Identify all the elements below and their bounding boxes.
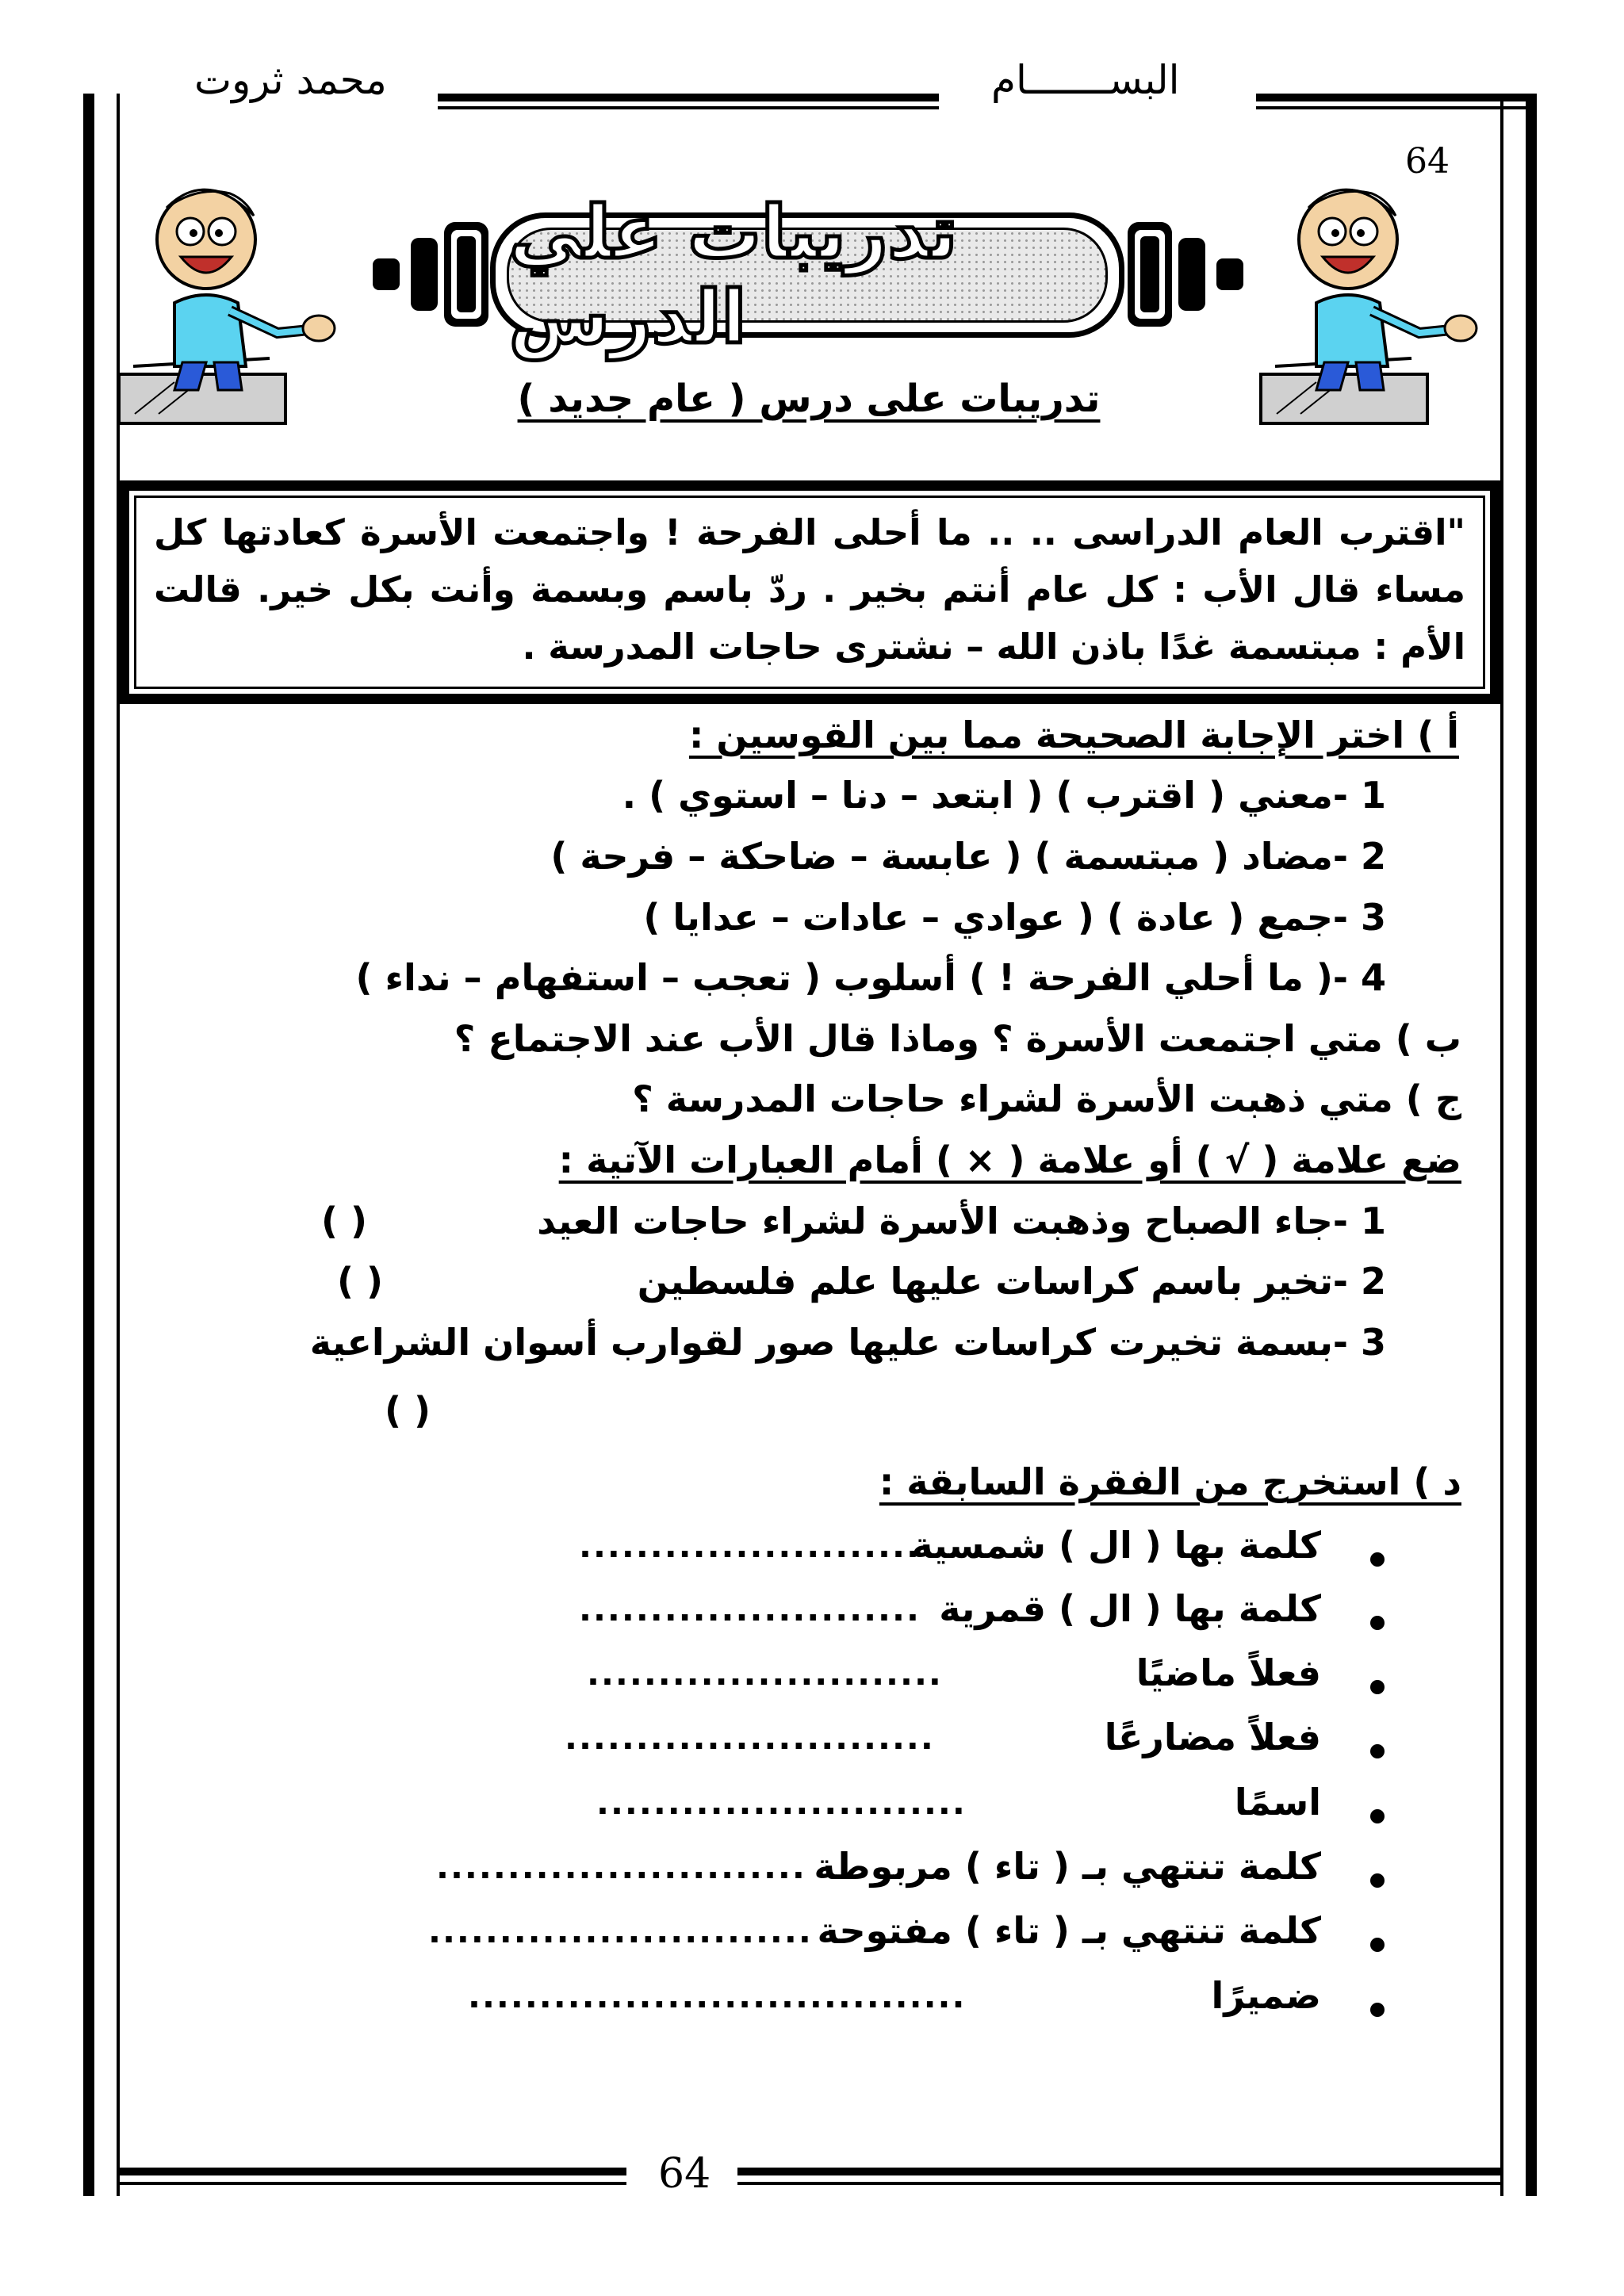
banner-pattern bbox=[507, 190, 1108, 360]
header-rule-left bbox=[438, 94, 939, 101]
section-d-heading: د ) استخرج من الفقرة السابقة : bbox=[879, 1460, 1461, 1503]
bullet-icon bbox=[1370, 1938, 1385, 1952]
section-c-question: ج ) متي ذهبت الأسرة لشراء حاجات المدرسة ؟ bbox=[632, 1077, 1461, 1120]
footer-rule-right bbox=[737, 2168, 1500, 2175]
extract-item-4-label: فعلاً مضارعًا bbox=[1104, 1716, 1321, 1758]
extract-item-7-label: كلمة تنتهي بـ ( تاء ) مفتوحة bbox=[817, 1909, 1321, 1952]
banner-ornament-left bbox=[365, 219, 492, 330]
extract-item-1-answer[interactable]: ........................ bbox=[579, 1526, 921, 1565]
extract-item-3-answer[interactable]: ......................... bbox=[587, 1654, 943, 1693]
section-a-heading: أ ) اختر الإجابة الصحيحة مما بين القوسين : bbox=[688, 714, 1459, 756]
section-a-item-1: 1 -معني ( اقترب ) ( ابتعد – دنا – استوي ) . bbox=[622, 774, 1386, 817]
bullet-icon bbox=[1370, 1873, 1385, 1888]
mark-item-2-blank[interactable]: ( ) bbox=[337, 1260, 384, 1303]
extract-item-1-label: كلمة بها ( ال ) شمسية bbox=[911, 1524, 1321, 1567]
bullet-icon bbox=[1370, 1552, 1385, 1567]
footer-rule-left-thin bbox=[119, 2182, 626, 2185]
header-right-text: البســـــــام bbox=[991, 57, 1180, 103]
extract-item-7-answer[interactable]: ........................... bbox=[428, 1911, 813, 1950]
section-a-item-2: 2 -مضاد ( مبتسمة ) ( عابسة – ضاحكة – فرحة ) bbox=[550, 835, 1386, 878]
header-left-text: محمد ثروت bbox=[194, 57, 387, 103]
banner-title: تدريبات علي الدرس bbox=[509, 190, 958, 360]
page-number-top: 64 bbox=[1405, 141, 1450, 182]
extract-item-8-answer[interactable]: ................................... bbox=[468, 1976, 967, 2015]
extract-item-6-label: كلمة تنتهي بـ ( تاء ) مربوطة bbox=[814, 1845, 1321, 1888]
mark-section-heading: ضع علامة ( √ ) أو علامة ( × ) أمام العبارات الآتية : bbox=[558, 1138, 1461, 1181]
passage-text: "اقترب العام الدراسى .. .. ما أحلى الفرحة ! واجتمعت الأسرة كعادتها كل مساء قال الأب : كل عام أنتم بخير . ردّ باسم وبسمة وأنت بكل خير. قالت الأم : مبتسمة غدًا باذن الله – نشترى حاجات المدرسة . bbox=[134, 496, 1485, 689]
extract-item-2-answer[interactable]: ........................ bbox=[579, 1590, 921, 1628]
mark-item-3-text: 3 -بسمة تخيرت كراسات عليها صور لقوارب أسوان الشراعية bbox=[309, 1321, 1386, 1364]
bullet-icon bbox=[1370, 2003, 1385, 2017]
section-a-item-3: 3 -جمع ( عادة ) ( عوادي – عادات – عدايا ) bbox=[643, 896, 1386, 939]
extract-item-6-answer[interactable]: .......................... bbox=[436, 1847, 806, 1886]
section-a-item-4: 4 -( ما أحلي الفرحة ! ) أسلوب ( تعجب – استفهام – نداء ) bbox=[355, 956, 1386, 999]
bullet-icon bbox=[1370, 1680, 1385, 1694]
mark-item-1-text: 1 -جاء الصباح وذهبت الأسرة لشراء حاجات العيد bbox=[537, 1200, 1386, 1242]
cartoon-man-left-icon bbox=[111, 184, 381, 430]
mark-item-1-blank[interactable]: ( ) bbox=[321, 1200, 368, 1242]
bullet-icon bbox=[1370, 1744, 1385, 1758]
extract-item-8-label: ضميرًا bbox=[1211, 1974, 1321, 2017]
banner-ornament-right bbox=[1124, 219, 1251, 330]
header-rule-right bbox=[1256, 94, 1537, 101]
lesson-subtitle: تدريبات على درس ( عام جديد ) bbox=[517, 377, 1101, 421]
bullet-icon bbox=[1370, 1809, 1385, 1823]
cartoon-man-right-icon bbox=[1253, 184, 1522, 430]
extract-item-2-label: كلمة بها ( ال ) قمرية bbox=[939, 1587, 1321, 1630]
mark-item-3-blank[interactable]: ( ) bbox=[385, 1389, 431, 1432]
header-rule-left-thin bbox=[438, 106, 939, 109]
banner bbox=[490, 190, 1124, 360]
passage-box bbox=[119, 480, 1500, 704]
page-number-bottom: 64 bbox=[658, 2150, 711, 2198]
extract-item-5-label: اسمًا bbox=[1234, 1781, 1321, 1823]
extract-item-4-answer[interactable]: .......................... bbox=[565, 1718, 935, 1757]
section-b-question: ب ) متي اجتمعت الأسرة ؟ وماذا قال الأب عند الاجتماع ؟ bbox=[454, 1017, 1461, 1060]
header-rule-right-thin bbox=[1256, 106, 1537, 109]
footer-rule-right-thin bbox=[737, 2182, 1500, 2185]
bullet-icon bbox=[1370, 1616, 1385, 1630]
mark-item-2-text: 2 -تخير باسم كراسات عليها علم فلسطين bbox=[637, 1260, 1386, 1303]
extract-item-5-answer[interactable]: .......................... bbox=[596, 1783, 967, 1822]
extract-item-3-label: فعلاً ماضيًا bbox=[1136, 1651, 1321, 1694]
footer-rule-left bbox=[119, 2168, 626, 2175]
